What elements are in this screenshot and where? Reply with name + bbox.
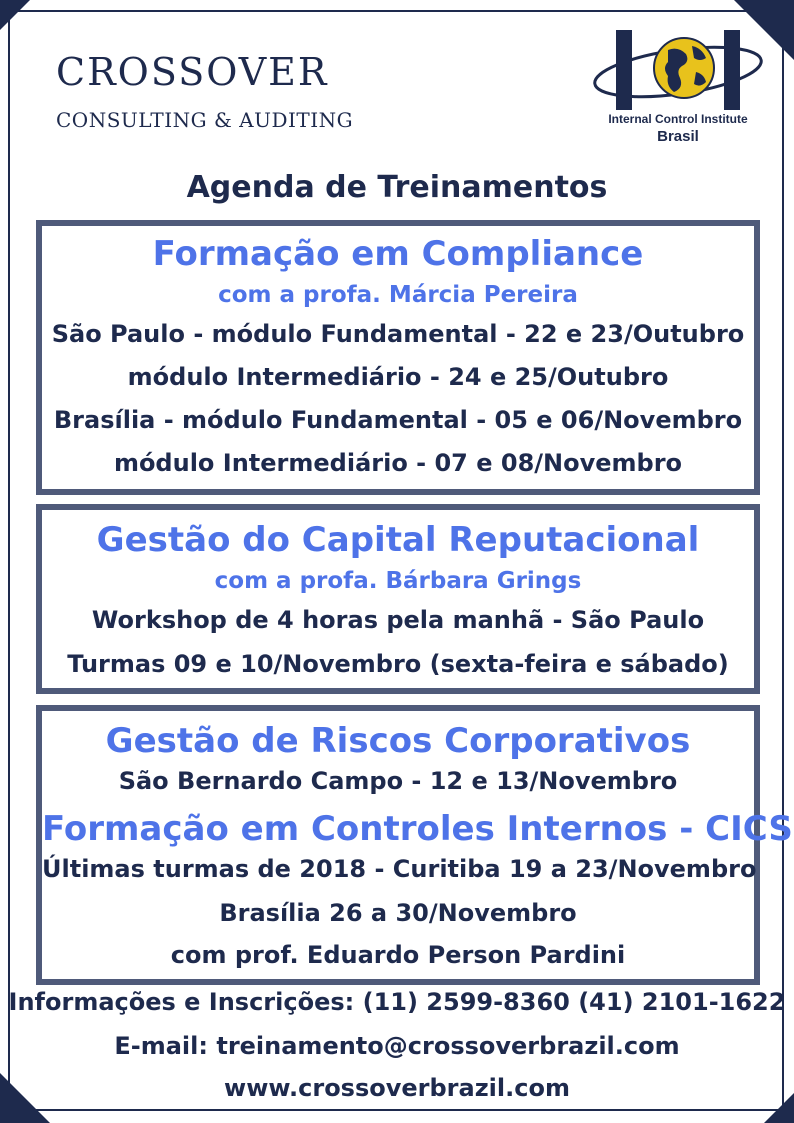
course-title: Gestão de Riscos Corporativos — [105, 721, 691, 761]
course-professor: com a profa. Márcia Pereira — [218, 282, 578, 308]
course-detail: módulo Intermediário - 07 e 08/Novembro — [113, 449, 683, 477]
ici-logo — [588, 26, 768, 150]
course-detail: Brasília - módulo Fundamental - 05 e 06/Novembro — [53, 406, 743, 434]
contact-email[interactable]: E-mail: treinamento@crossoverbrazil.com — [114, 1032, 680, 1060]
course-professor: com a profa. Bárbara Grings — [214, 568, 582, 594]
course-detail: Workshop de 4 horas pela manhã - São Paulo — [91, 606, 705, 634]
page-title: Agenda de Treinamentos — [186, 170, 608, 205]
training-box-reputational-capital — [36, 504, 760, 694]
ici-globe-icon — [588, 26, 768, 112]
crossover-logo — [56, 30, 386, 140]
course-title-cics: Formação em Controles Internos - CICS — [42, 809, 793, 849]
contact-website[interactable]: www.crossoverbrazil.com — [224, 1074, 570, 1102]
course-detail: São Bernardo Campo - 12 e 13/Novembro — [118, 767, 678, 795]
training-box-risks-and-controls — [36, 705, 793, 985]
crossover-tagline: CONSULTING & AUDITING — [56, 108, 354, 132]
course-title: Gestão do Capital Reputacional — [96, 520, 700, 560]
course-detail: Últimas turmas de 2018 - Curitiba 19 a 23/Novembro — [42, 855, 757, 883]
course-detail: Brasília 26 a 30/Novembro — [219, 899, 577, 927]
ici-country: Brasil — [657, 128, 699, 145]
course-detail: com prof. Eduardo Person Pardini — [170, 941, 626, 969]
course-detail: módulo Intermediário - 24 e 25/Outubro — [127, 363, 669, 391]
course-title: Formação em Compliance — [152, 234, 644, 274]
corner-decoration-top-left — [0, 0, 30, 30]
course-detail: São Paulo - módulo Fundamental - 22 e 23/Outubro — [51, 320, 745, 348]
ici-institute-name: Internal Control Institute — [608, 112, 748, 126]
training-box-compliance — [36, 220, 760, 495]
course-detail: Turmas 09 e 10/Novembro (sexta-feira e sábado) — [67, 650, 729, 678]
crossover-brand-text: CROSSOVER — [56, 50, 329, 94]
contact-phones: Informações e Inscrições: (11) 2599-8360 (41) 2101-1622 — [8, 988, 786, 1016]
